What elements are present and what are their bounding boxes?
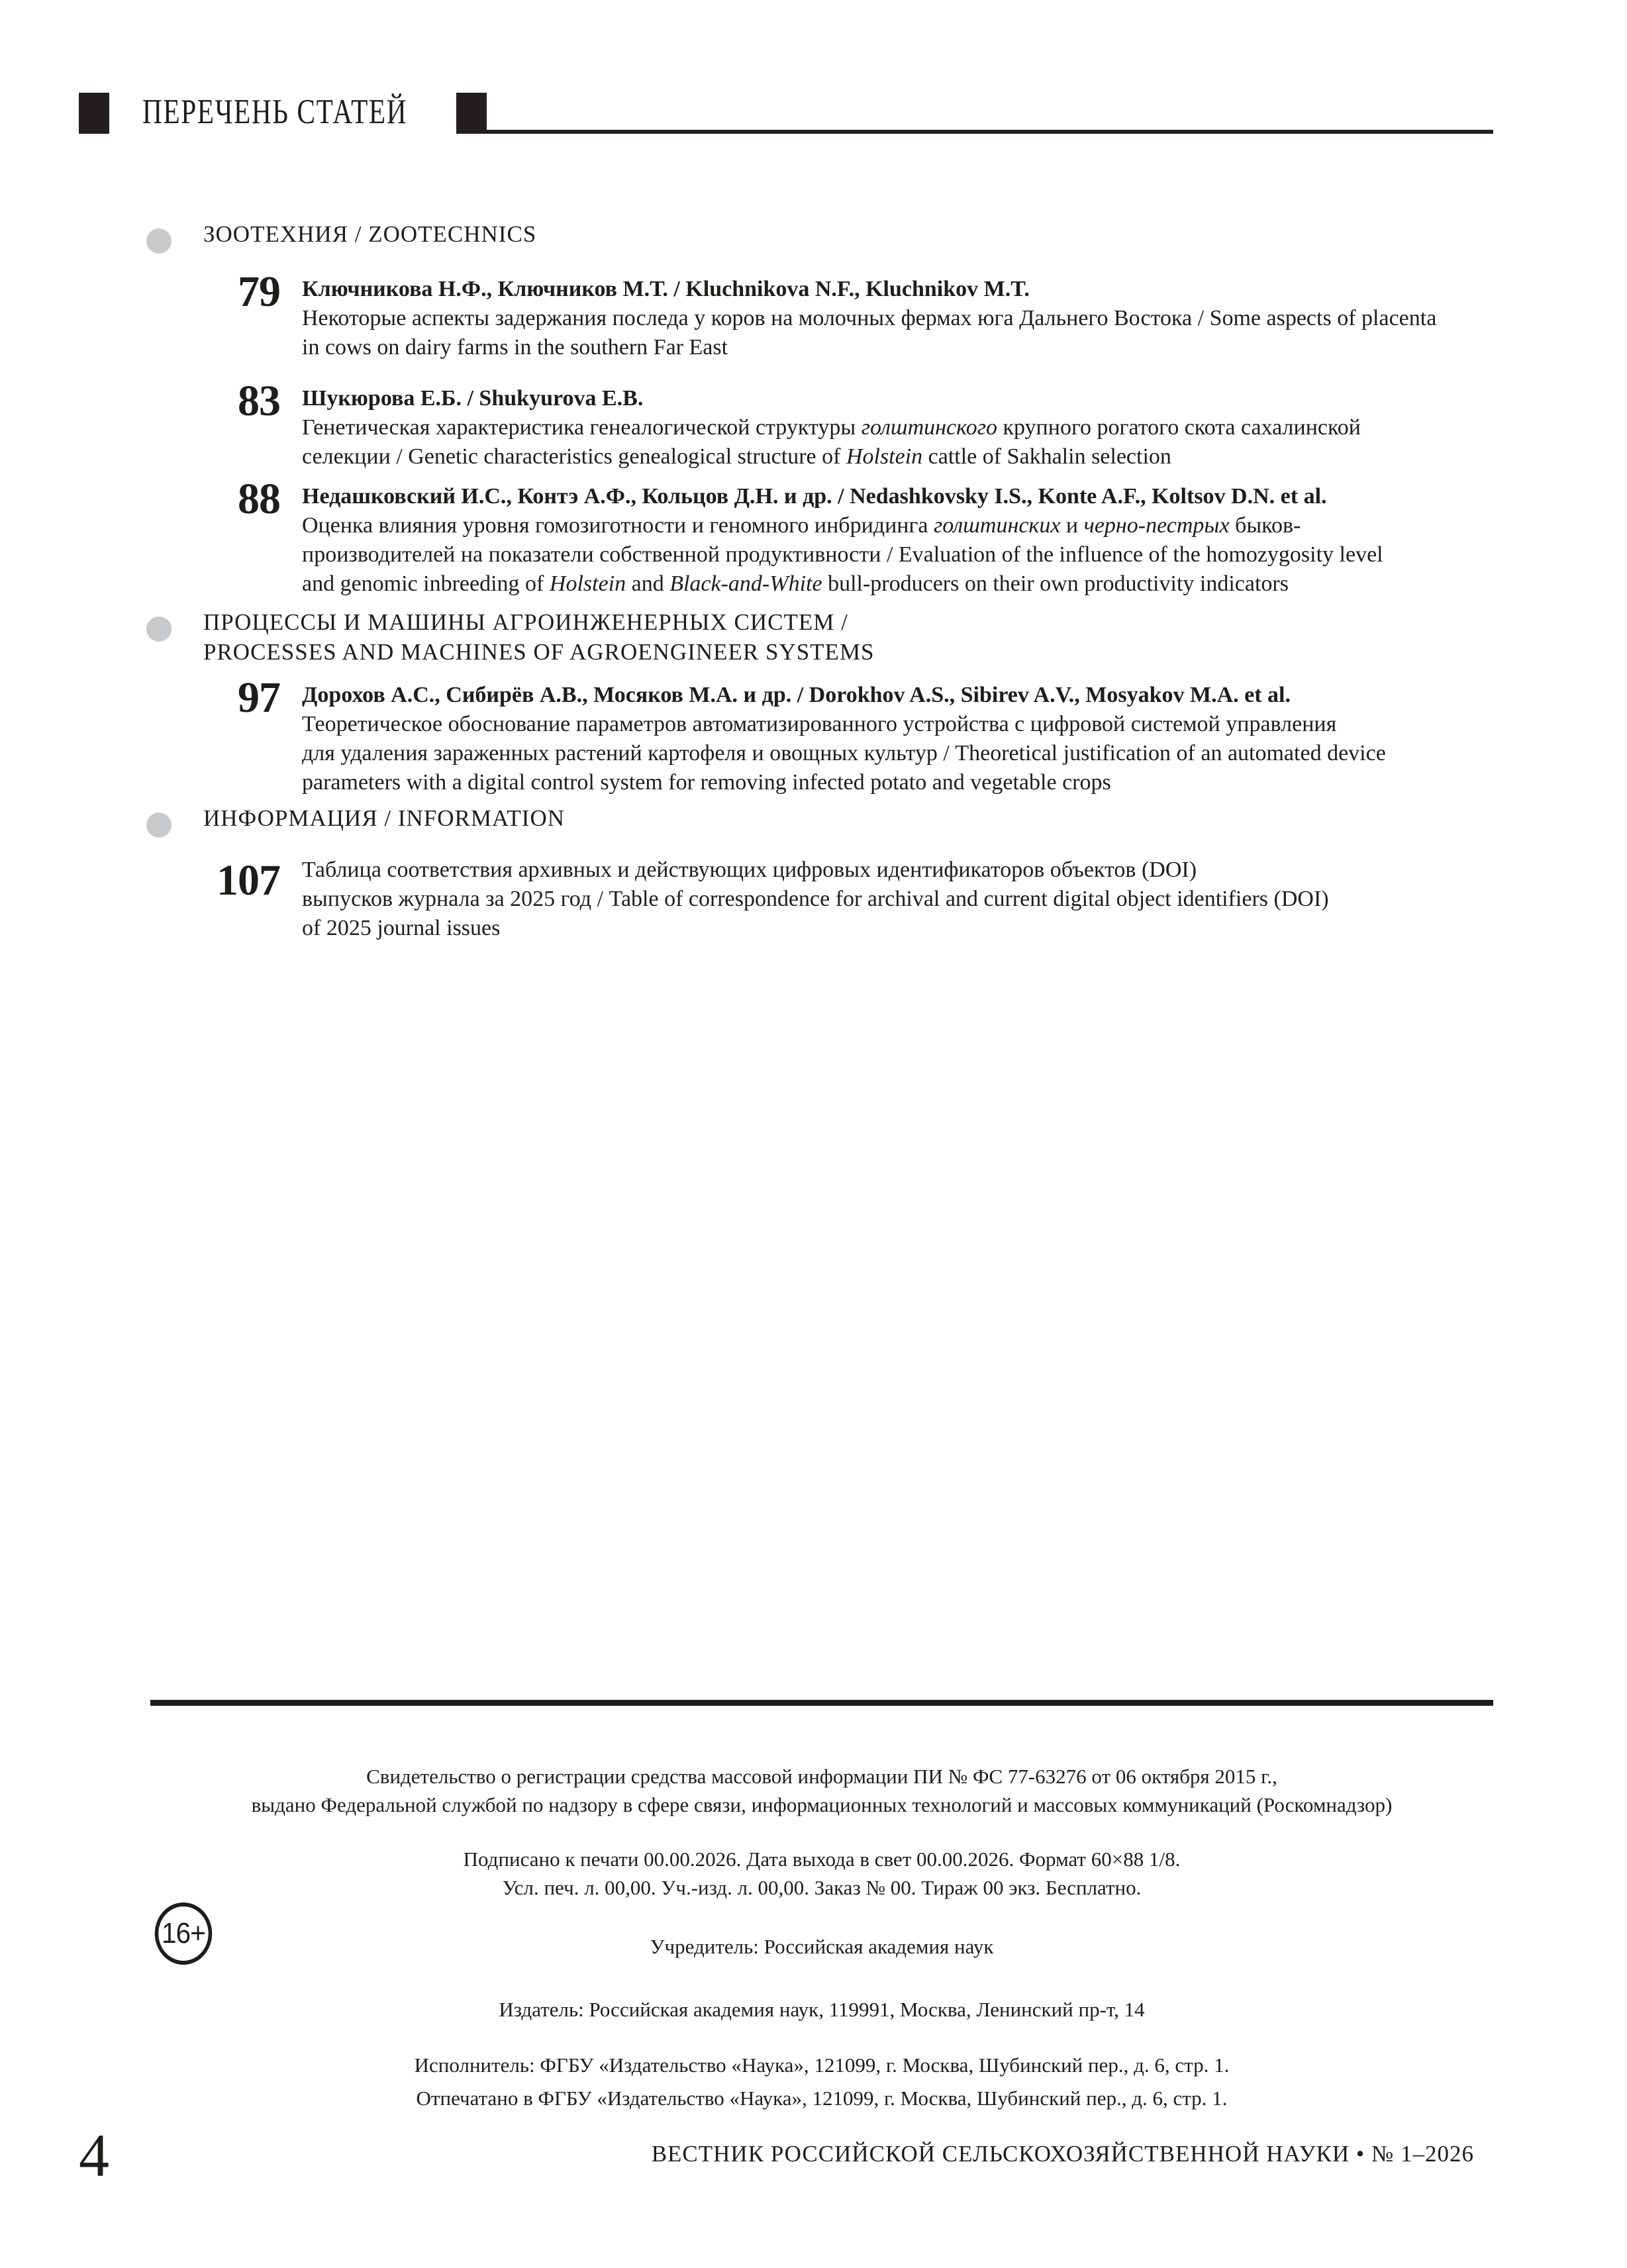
article-entry-body <box>302 275 1493 362</box>
section-bullet-icon <box>146 616 172 642</box>
header-square-icon <box>456 93 487 134</box>
toc-entry <box>199 377 1493 471</box>
page-number: 4 <box>79 2122 109 2189</box>
article-page-number: 97 <box>238 673 280 722</box>
article-authors: Ключникова Н.Ф., Ключников М.Т. / Kluchnikova N.F., Kluchnikov M.T. <box>302 277 1030 301</box>
imprint-line: Усл. печ. л. 00,00. Уч.-изд. л. 00,00. Заказ № 00. Тираж 00 экз. Бесплатно. <box>502 1876 1142 1899</box>
article-title: Некоторые аспекты задержания последа у коров на молочных фермах юга Дальнего Востока / Some aspects of placenta in cows on dairy farms in the southern Far East <box>302 306 1437 360</box>
article-authors: Шукюрова Е.Б. / Shukyurova E.B. <box>302 386 644 411</box>
toc-entry <box>199 856 1493 943</box>
registration-line: выдано Федеральной службой по надзору в сфере связи, информационных технологий и массовых коммуникаций (Роскомнадзор) <box>251 1793 1393 1816</box>
article-title: Генетическая характеристика генеалогической структуры голштинского крупного рогатого скота сахалинской селекции / Genetic characteristics genealogical structure of Holstein cattle of Sakhalin selection <box>302 415 1361 469</box>
article-entry-body <box>302 384 1493 471</box>
article-authors: Недашковский И.С., Контэ А.Ф., Кольцов Д.Н. и др. / Nedashkovsky I.S., Konte A.F., Koltsov D.N. et al. <box>302 484 1327 509</box>
article-entry-body <box>302 856 1493 943</box>
article-entry-body <box>302 482 1493 599</box>
article-page-number: 79 <box>238 268 280 316</box>
journal-footer-line: ВЕСТНИК РОССИЙСКОЙ СЕЛЬСКОХОЗЯЙСТВЕННОЙ НАУКИ • № 1–2026 <box>651 2141 1474 2167</box>
toc-entry <box>199 268 1493 362</box>
toc-entry <box>199 673 1493 797</box>
header-square-icon <box>79 93 109 134</box>
page-title: ПЕРЕЧЕНЬ СТАТЕЙ <box>142 93 408 131</box>
article-page-number: 107 <box>217 856 280 905</box>
age-rating-badge: 16+ <box>155 1902 212 1965</box>
section-bullet-icon <box>146 228 172 254</box>
section-bullet-icon <box>146 813 172 838</box>
section-title-zootechnics: ЗООТЕХНИЯ / ZOOTECHNICS <box>203 221 537 247</box>
article-title: Оценка влияния уровня гомозиготности и геномного инбридинга голштинских и черно-пестрых быков- производителей на показатели собственной продуктивности / Evaluation of the influence of the homozygosity level and genomic inbreeding of Holstein and Black-and-White bull-producers on their own productivity indicators <box>302 513 1383 596</box>
article-entry-body <box>302 681 1493 797</box>
executor-line: Исполнитель: ФГБУ «Издательство «Наука», 121099, г. Москва, Шубинский пер., д. 6, стр. 1. <box>414 2053 1230 2077</box>
section-title-information: ИНФОРМАЦИЯ / INFORMATION <box>203 805 566 831</box>
article-authors: Дорохов А.С., Сибирёв А.В., Мосяков М.А. и др. / Dorokhov A.S., Sibirev A.V., Mosyakov M.A. et al. <box>302 683 1291 707</box>
article-page-number: 83 <box>238 377 280 425</box>
article-title: Таблица соответствия архивных и действующих цифровых идентификаторов объектов (DOI) выпусков журнала за 2025 год / Table of correspondence for archival and current digital object identifiers (DOI) of 2025 journal issues <box>302 858 1329 940</box>
toc-entry <box>199 475 1493 599</box>
founder-line: Учредитель: Российская академия наук <box>650 1935 994 1958</box>
article-title: Теоретическое обоснование параметров автоматизированного устройства с цифровой системой управления для удаления зараженных растений картофеля и овощных культур / Theoretical justification of an automated device parameters with a digital control system for removing infected potato and vegetable crops <box>302 712 1386 795</box>
article-page-number: 88 <box>238 475 280 523</box>
registration-line: Свидетельство о регистрации средства массовой информации ПИ № ФС 77-63276 от 06 октября 2015 г., <box>366 1765 1277 1788</box>
footer-rule <box>150 1700 1493 1706</box>
header-rule <box>487 130 1493 134</box>
section-title-processes-machines: ПРОЦЕССЫ И МАШИНЫ АГРОИНЖЕНЕРНЫХ СИСТЕМ / PROCESSES AND MACHINES OF AGROENGINEER SYSTEMS <box>203 609 875 665</box>
publisher-line: Издатель: Российская академия наук, 119991, Москва, Ленинский пр-т, 14 <box>499 1998 1145 2021</box>
imprint-line: Подписано к печати 00.00.2026. Дата выхода в свет 00.00.2026. Формат 60×88 1/8. <box>463 1848 1181 1871</box>
printed-line: Отпечатано в ФГБУ «Издательство «Наука», 121099, г. Москва, Шубинский пер., д. 6, стр. 1. <box>416 2087 1228 2110</box>
